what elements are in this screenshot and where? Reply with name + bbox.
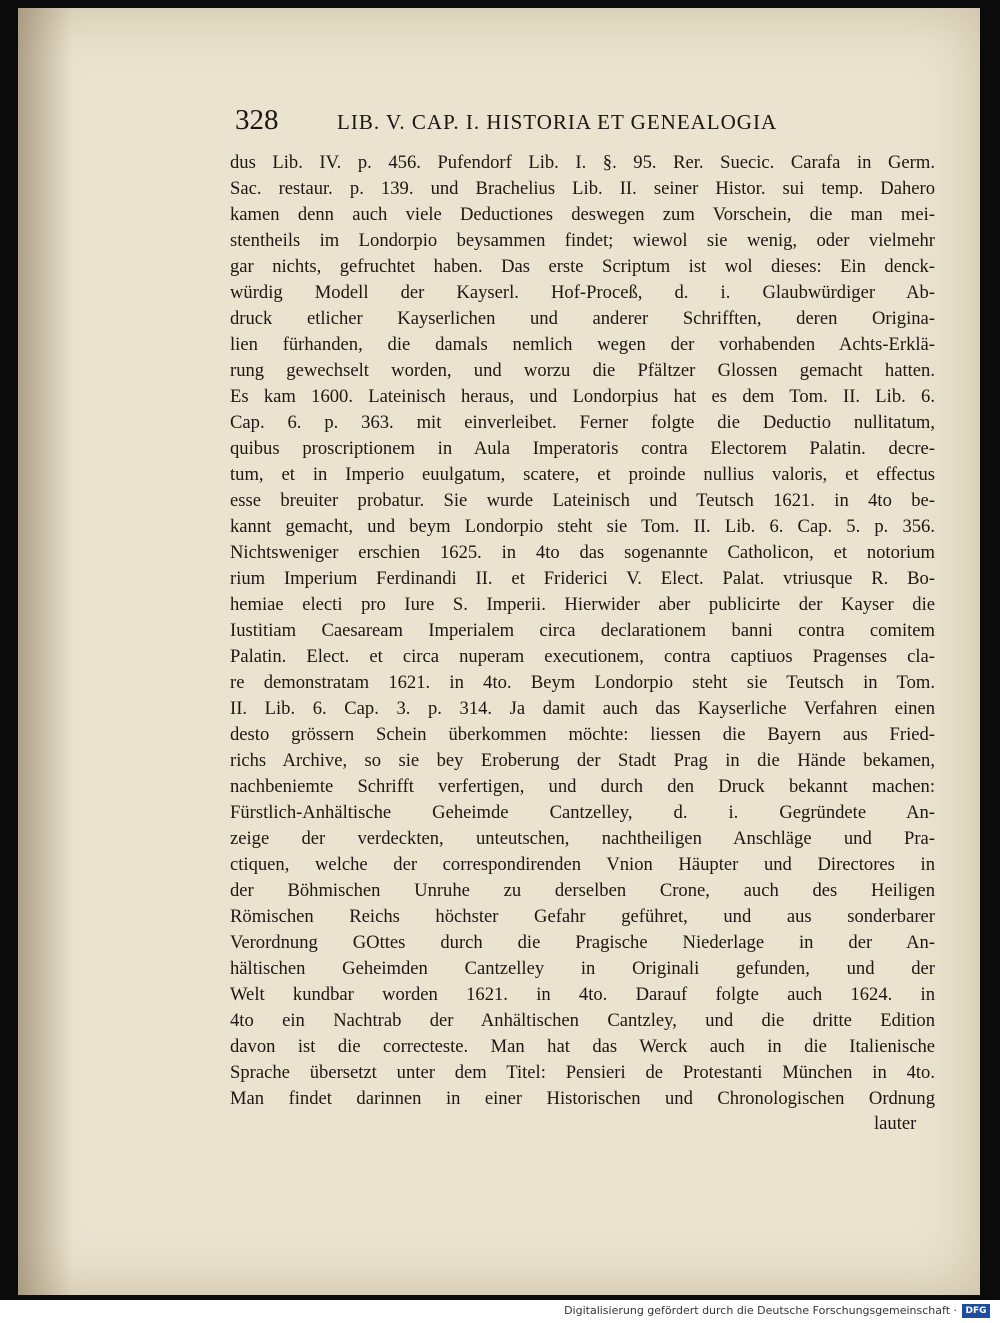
text-line: zeige der verdeckten, unteutschen, nachtheiligen Anschläge und Pra- xyxy=(230,828,935,849)
text-line: ctiquen, welche der correspondirenden Vnion Häupter und Directores in xyxy=(230,854,935,875)
text-line: esse breuiter probatur. Sie wurde Lateinisch und Teutsch 1621. in 4to be- xyxy=(230,490,935,511)
text-line: Fürstlich-Anhältische Geheimde Cantzelley, d. i. Gegründete An- xyxy=(230,802,935,823)
text-line: davon ist die correcteste. Man hat das Werck auch in die Italienische xyxy=(230,1036,935,1057)
text-line: Man findet darinnen in einer Historischen und Chronologischen Ordnung xyxy=(230,1088,935,1109)
text-line: kamen denn auch viele Deductiones deswegen zum Vorschein, die man mei- xyxy=(230,204,935,225)
text-line: Sac. restaur. p. 139. und Brachelius Lib. II. seiner Histor. sui temp. Dahero xyxy=(230,178,935,199)
text-line: re demonstratam 1621. in 4to. Beym Londorpio steht sie Teutsch in Tom. xyxy=(230,672,935,693)
text-line: Cap. 6. p. 363. mit einverleibet. Ferner folgte die Deductio nullitatum, xyxy=(230,412,935,433)
text-line: Verordnung GOttes durch die Pragische Niederlage in der An- xyxy=(230,932,935,953)
text-line: druck etlicher Kayserlichen und anderer Schrifften, deren Origina- xyxy=(230,308,935,329)
text-line: kannt gemacht, und beym Londorpio steht sie Tom. II. Lib. 6. Cap. 5. p. 356. xyxy=(230,516,935,537)
text-line: rung gewechselt worden, und worzu die Pfältzer Glossen gemacht hatten. xyxy=(230,360,935,381)
text-line: tum, et in Imperio euulgatum, scatere, et proinde nullius valoris, et effectus xyxy=(230,464,935,485)
text-line: Palatin. Elect. et circa nuperam executionem, contra captiuos Pragenses cla- xyxy=(230,646,935,667)
page-number: 328 xyxy=(235,104,279,136)
text-line: Sprache übersetzt unter dem Titel: Pensieri de Protestanti München in 4to. xyxy=(230,1062,935,1083)
text-line: quibus proscriptionem in Aula Imperatoris contra Electorem Palatin. decre- xyxy=(230,438,935,459)
text-line: Nichtsweniger erschien 1625. in 4to das sogenannte Catholicon, et notorium xyxy=(230,542,935,563)
text-line: desto grössern Schein überkommen möchte: liessen die Bayern aus Fried- xyxy=(230,724,935,745)
text-line: Iustitiam Caesaream Imperialem circa declarationem banni contra comitem xyxy=(230,620,935,641)
text-line: Römischen Reichs höchster Gefahr geführet, und aus sonderbarer xyxy=(230,906,935,927)
text-line: Es kam 1600. Lateinisch heraus, und Londorpius hat es dem Tom. II. Lib. 6. xyxy=(230,386,935,407)
text-line: dus Lib. IV. p. 456. Pufendorf Lib. I. §. 95. Rer. Suecic. Carafa in Germ. xyxy=(230,152,935,173)
page-header xyxy=(235,104,820,144)
text-line: hemiae electi pro Iure S. Imperii. Hierwider aber publicirte der Kayser die xyxy=(230,594,935,615)
footer-credit: Digitalisierung gefördert durch die Deutsche Forschungsgemeinschaft · xyxy=(564,1304,957,1317)
text-line: nachbeniemte Schrifft verfertigen, und durch den Druck bekannt machen: xyxy=(230,776,935,797)
footer-bar xyxy=(0,1300,1000,1323)
text-line: II. Lib. 6. Cap. 3. p. 314. Ja damit auch das Kayserliche Verfahren einen xyxy=(230,698,935,719)
dfg-logo-icon[interactable]: DFG xyxy=(962,1304,990,1318)
text-line: gar nichts, gefruchtet haben. Das erste Scriptum ist wol dieses: Ein denck- xyxy=(230,256,935,277)
text-line: hältischen Geheimden Cantzelley in Originali gefunden, und der xyxy=(230,958,935,979)
catchword: lauter xyxy=(874,1113,917,1134)
text-line: würdig Modell der Kayserl. Hof-Proceß, d. i. Glaubwürdiger Ab- xyxy=(230,282,935,303)
running-head: LIB. V. CAP. I. HISTORIA ET GENEALOGIA xyxy=(337,110,778,134)
text-line: der Böhmischen Unruhe zu derselben Crone, auch des Heiligen xyxy=(230,880,935,901)
page-gutter-shadow xyxy=(18,8,73,1295)
text-line: lien fürhanden, die damals nemlich wegen der vorhabenden Achts-Erklä- xyxy=(230,334,935,355)
text-line: richs Archive, so sie bey Eroberung der Stadt Prag in die Hände bekamen, xyxy=(230,750,935,771)
body-text xyxy=(230,152,935,1142)
text-line: rium Imperium Ferdinandi II. et Friderici V. Elect. Palat. vtriusque R. Bo- xyxy=(230,568,935,589)
text-line: 4to ein Nachtrab der Anhältischen Cantzley, und die dritte Edition xyxy=(230,1010,935,1031)
text-line: Welt kundbar worden 1621. in 4to. Darauf folgte auch 1624. in xyxy=(230,984,935,1005)
text-line: stentheils im Londorpio beysammen findet; wiewol sie wenig, oder vielmehr xyxy=(230,230,935,251)
